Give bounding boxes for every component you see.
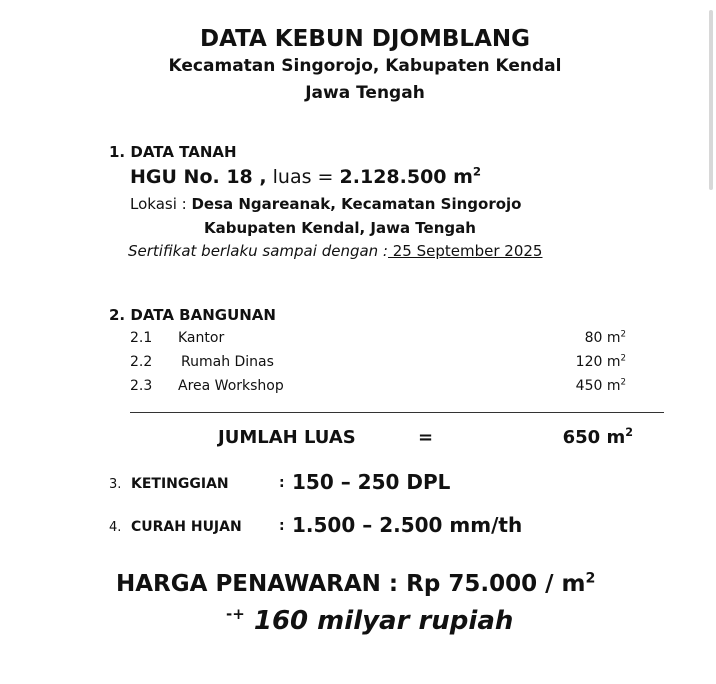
ketinggian-colon: : — [279, 475, 285, 491]
luas-value: 2.128.500 $m^2$ — [339, 164, 482, 188]
section-tanah-heading — [109, 143, 237, 161]
jumlah-luas-value: 650 $m^2$ — [562, 426, 633, 448]
ketinggian-number: 3. — [109, 477, 122, 492]
bangunan-item-area: 80 $m^2$ — [584, 329, 626, 346]
jumlah-luas-label: JUMLAH LUAS — [218, 427, 356, 448]
luas-label: luas = — [272, 166, 334, 188]
section-number: 1. — [109, 143, 126, 161]
curah-hujan-colon: : — [279, 518, 285, 534]
section-title: DATA BANGUNAN — [130, 306, 276, 324]
bangunan-item-area: 120 $m^2$ — [575, 353, 626, 370]
lokasi-address-line2: Kabupaten Kendal, Jawa Tengah — [204, 219, 476, 237]
harga-total — [226, 606, 513, 636]
bangunan-item-name: Rumah Dinas — [181, 354, 274, 370]
bangunan-item-name: Area Workshop — [178, 378, 284, 394]
section-title: DATA TANAH — [130, 143, 237, 161]
jumlah-luas-equals: = — [418, 427, 434, 448]
document-subtitle-location: Kecamatan Singorojo, Kabupaten Kendal — [168, 56, 562, 76]
section-number: 2. — [109, 306, 126, 324]
section-bangunan-heading — [109, 306, 276, 324]
hgu-line — [130, 166, 481, 188]
ketinggian-label: KETINGGIAN — [131, 476, 229, 492]
ketinggian-value: 150 – 250 DPL — [292, 470, 451, 494]
lokasi-line — [130, 195, 522, 213]
bangunan-item-number: 2.2 — [130, 354, 153, 370]
curah-hujan-label: CURAH HUJAN — [131, 519, 242, 535]
sertifikat-line — [128, 242, 542, 260]
curah-hujan-value: 1.500 – 2.500 mm/th — [292, 513, 523, 537]
approx-sign: -+ — [226, 605, 245, 623]
bangunan-item-number: 2.1 — [130, 330, 153, 346]
sertifikat-label: Sertifikat berlaku sampai dengan : — [128, 242, 388, 260]
bangunan-item-area: 450 $m^2$ — [575, 377, 626, 394]
total-divider — [130, 412, 664, 413]
bangunan-item-name: Kantor — [178, 330, 225, 346]
sertifikat-date: 25 September 2025 — [388, 242, 543, 260]
harga-penawaran: HARGA PENAWARAN : Rp $75.000 / m^2$ — [116, 570, 596, 597]
bangunan-item-number: 2.3 — [130, 378, 153, 394]
lokasi-address-line1: Desa Ngareanak, Kecamatan Singorojo — [191, 195, 522, 213]
document-title: DATA KEBUN DJOMBLANG — [199, 26, 531, 52]
hgu-number: HGU No. 18 , — [130, 166, 267, 188]
lokasi-label: Lokasi : — [130, 195, 187, 213]
harga-total-value: 160 milyar rupiah — [253, 606, 514, 636]
document-subtitle-province: Jawa Tengah — [305, 83, 425, 103]
curah-hujan-number: 4. — [109, 520, 122, 535]
